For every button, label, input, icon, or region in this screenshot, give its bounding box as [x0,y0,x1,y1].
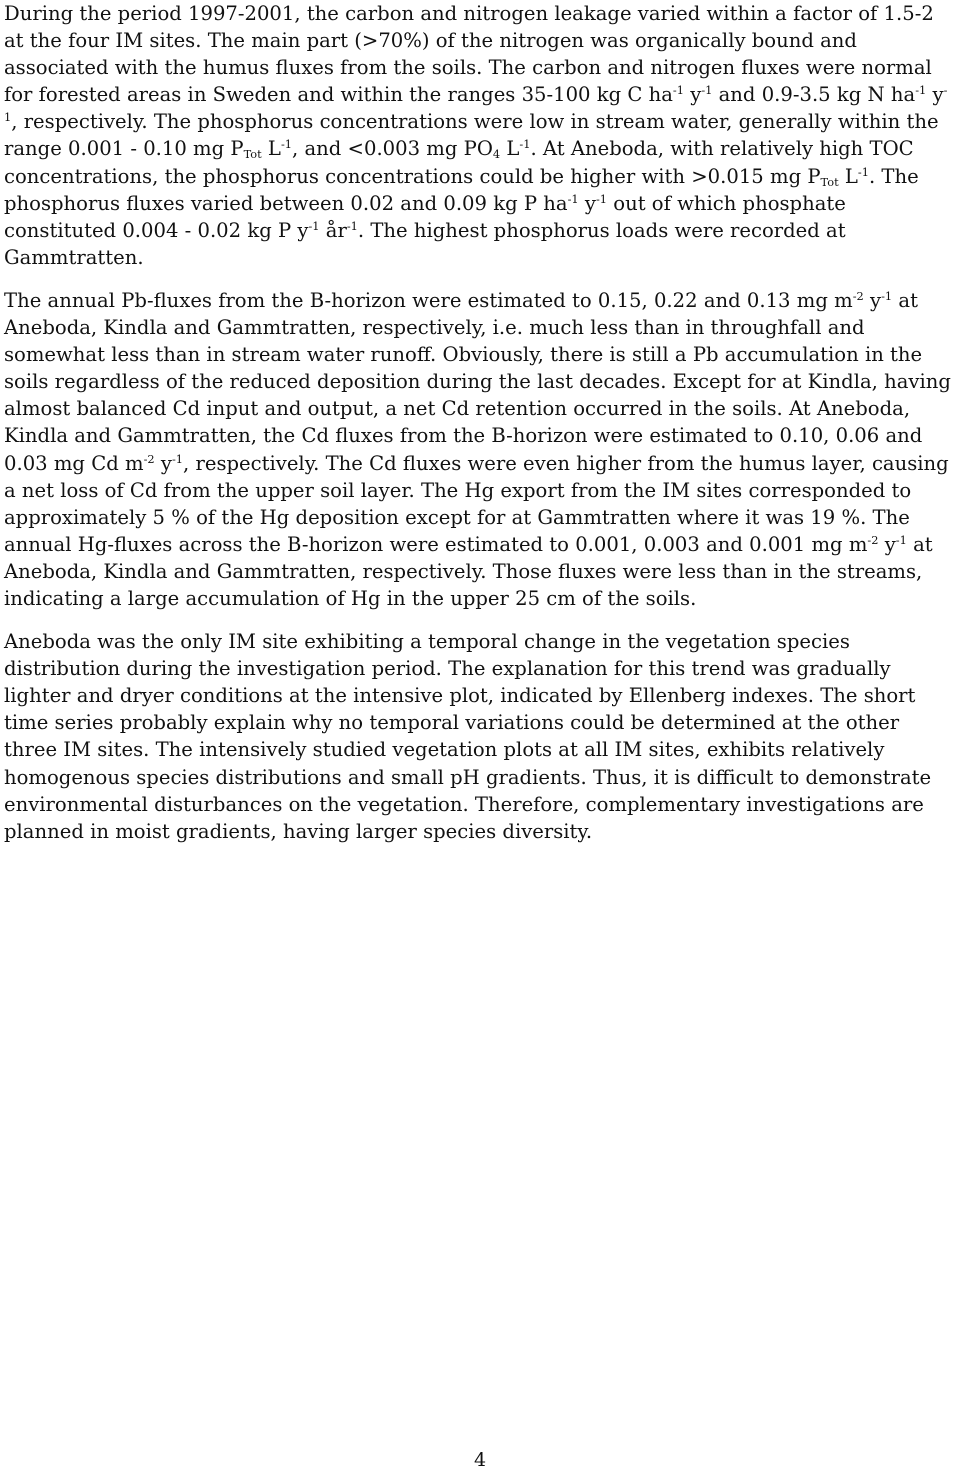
text-run: y [878,532,896,556]
superscript: -2 [867,532,879,547]
text-run: L [500,137,520,161]
superscript: -1 [672,83,684,98]
text-run: . The highest phosphorus loads were recorded at Gammtratten. [4,218,846,269]
subscript: Tot [243,147,262,162]
paragraph-vegetation [4,628,956,845]
superscript: -1 [308,218,320,233]
superscript: -1 [346,218,358,233]
paragraph-heavy-metal-fluxes [4,287,956,612]
paragraph-leakage-fluxes [4,0,956,271]
superscript: -1 [519,137,531,152]
text-run: at Aneboda, Kindla and Gammtratten, respectively, i.e. much less than in throughfall and somewhat less than in stream water runoff. Obviously, there is still a Pb accumulation in the soils regardless of the reduced deposition during the last decades. Except for at Kindla, having almost balanced Cd input and output, a net Cd retention occurred in the soils. At Aneboda, Kindla and Gammtratten, the Cd fluxes from the B-horizon were estimated to 0.10, 0.06 and 0.03 mg Cd m [4,288,951,475]
text-run: L [838,164,858,188]
text-run: out of which phosphate constituted 0.004 - 0.02 kg P y [4,191,846,242]
superscript: -1 [4,83,948,125]
text-run: y [863,288,882,312]
text-run: y [684,83,702,107]
text-run: The annual Pb-fluxes from the B-horizon were estimated to 0.15, 0.22 and 0.13 mg m [4,288,853,312]
text-run: L [261,137,281,161]
superscript: -1 [595,191,608,206]
superscript: -2 [143,451,155,466]
text-run: Aneboda was the only IM site exhibiting a temporal change in the vegetation species distribution during the investigation period. The explanation for this trend was gradually lighter and dryer conditions at the intensive plot, indicated by Ellenberg indexes. The short time series probably explain why no temporal variations could be determined at the other three IM sites. The intensively studied vegetation plots at all IM sites, exhibits relatively homogenous species distributions and small pH gradients. Thus, it is difficult to demonstrate environmental disturbances on the vegetation. Therefore, complementary investigations are planned in moist gradients, having larger species diversity. [4,630,932,843]
superscript: -1 [915,83,927,98]
superscript: -1 [701,83,713,98]
text-run: , and <0.003 mg PO [292,137,493,161]
superscript: -1 [567,191,579,206]
superscript: -1 [857,164,869,179]
text-run: y [926,83,944,107]
text-run: y [154,451,172,475]
superscript: -2 [852,288,864,303]
superscript: -1 [171,451,184,466]
text-run: . At Aneboda, with relatively high TOC concentrations, the phosphorus concentrations could be higher with >0.015 mg P [4,137,914,188]
page-number: 4 [473,1449,487,1471]
subscript: 4 [492,147,501,162]
document-page [4,0,956,845]
text-run: , respectively. The Cd fluxes were even higher from the humus layer, causing a net loss of Cd from the upper soil layer. The Hg export from the IM sites corresponded to approximately 5 % of the Hg deposition except for at Gammtratten where it was 19 %. The annual Hg-fluxes across the B-horizon were estimated to 0.001, 0.003 and 0.001 mg m [4,451,949,556]
superscript: -1 [881,288,893,303]
superscript: -1 [895,532,907,547]
text-run: y [578,191,596,215]
text-run: , respectively. The phosphorus concentrations were low in stream water, generally within the range 0.001 - 0.10 mg P [4,110,939,161]
text-run: During the period 1997-2001, the carbon and nitrogen leakage varied within a factor of 1.5-2 at the four IM sites. The main part (>70%) of the nitrogen was organically bound and associated with the humus fluxes from the soils. The carbon and nitrogen fluxes were normal for forested areas in Sweden and within the ranges 35-100 kg C ha [4,2,934,107]
text-run: and 0.9-3.5 kg N ha [712,83,916,107]
superscript: -1 [280,137,293,152]
subscript: Tot [820,174,839,189]
text-run: at Aneboda, Kindla and Gammtratten, respectively. Those fluxes were less than in the streams, indicating a large accumulation of Hg in the upper 25 cm of the soils. [4,532,933,610]
text-run: år [319,218,347,242]
text-run: . The phosphorus fluxes varied between 0.02 and 0.09 kg P ha [4,164,919,215]
